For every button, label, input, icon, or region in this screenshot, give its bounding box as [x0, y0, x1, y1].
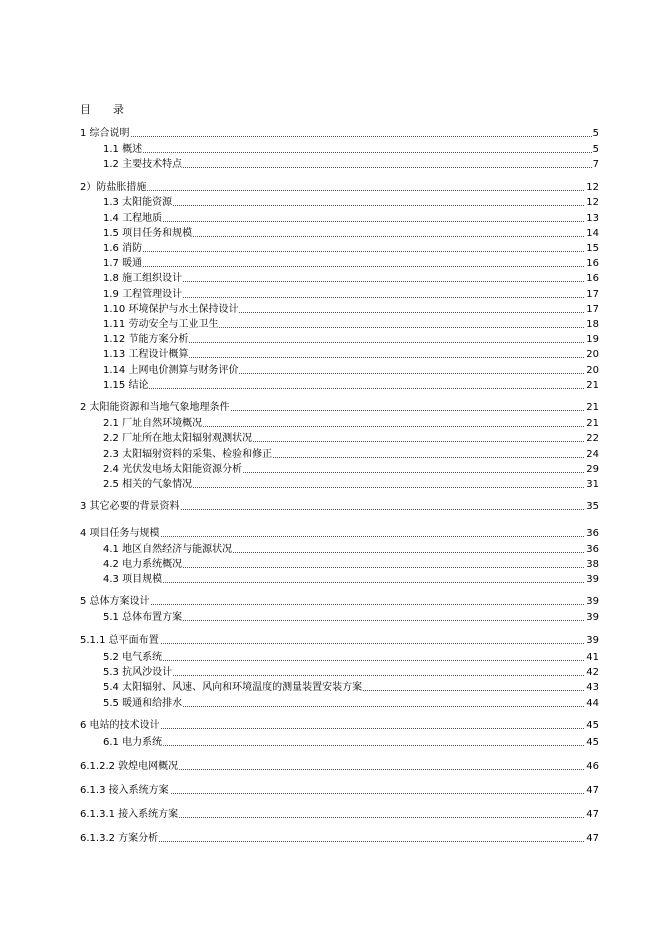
toc-entry[interactable] [0, 272, 662, 285]
toc-entry-page: 21 [586, 402, 599, 413]
toc-entry[interactable] [0, 478, 662, 491]
toc-entry-title: 2 太阳能资源和当地气象地理条件 [80, 402, 230, 413]
toc-entry[interactable] [0, 634, 662, 647]
toc-entry-title: 4.2 电力系统概况 [103, 559, 183, 570]
toc-entry[interactable] [0, 333, 662, 346]
dot-leader [103, 388, 592, 389]
dot-leader [103, 152, 592, 153]
toc-entry-page: 5 [592, 144, 599, 155]
toc-entry-page: 39 [586, 596, 599, 607]
toc-entry-title: 5.4 太阳辐射、风速、风向和环境温度的测量装置安装方案 [103, 682, 363, 693]
toc-entry-page: 16 [586, 258, 599, 269]
toc-entry-title: 1.14 上网电价测算与财务评价 [103, 365, 239, 376]
toc-entry-page: 14 [586, 228, 599, 239]
dot-leader [103, 251, 592, 252]
toc-entry-title: 5.3 抗风沙设计 [103, 667, 173, 678]
toc-entry-page: 15 [586, 243, 599, 254]
dot-leader [103, 660, 592, 661]
toc-entry-title: 2.3 太阳辐射资料的采集、检验和修正 [103, 449, 273, 460]
toc-entry-page: 43 [586, 682, 599, 693]
toc-entry-page: 13 [586, 213, 599, 224]
toc-entry-page: 12 [586, 197, 599, 208]
toc-entry-title: 1.1 概述 [103, 144, 143, 155]
toc-entry-page: 29 [586, 464, 599, 475]
dot-leader [103, 266, 592, 267]
toc-entry-title: 1.2 主要技术特点 [103, 159, 183, 170]
toc-entry[interactable] [0, 401, 662, 414]
dot-leader [103, 745, 592, 746]
toc-entry-page: 46 [586, 761, 599, 772]
dot-leader [103, 582, 592, 583]
toc-entry-title: 3 其它必要的背景资料 [80, 501, 180, 512]
toc-entry-title: 2.5 相关的气象情况 [103, 479, 193, 490]
toc-entry-page: 12 [586, 182, 599, 193]
toc-entry-title: 5.5 暖通和给排水 [103, 698, 183, 709]
toc-entry-page: 18 [586, 319, 599, 330]
toc-entry-page: 42 [586, 667, 599, 678]
toc-entry[interactable] [0, 417, 662, 430]
toc-entry[interactable] [0, 736, 662, 749]
toc-entry-title: 5.1.1 总平面布置 [80, 635, 159, 646]
toc-entry-page: 45 [586, 720, 599, 731]
toc-entry[interactable] [0, 242, 662, 255]
toc-entry-page: 31 [586, 479, 599, 490]
dot-leader [103, 675, 592, 676]
toc-entry[interactable] [0, 500, 662, 513]
toc-entry-title: 4 项目任务与规模 [80, 528, 160, 539]
toc-entry[interactable] [0, 719, 662, 732]
toc-entry[interactable] [0, 196, 662, 209]
toc-entry[interactable] [0, 573, 662, 586]
dot-leader [103, 205, 592, 206]
toc-entry-page: 39 [586, 612, 599, 623]
toc-entry[interactable] [0, 697, 662, 710]
toc-entry-title: 1.8 施工组织设计 [103, 273, 183, 284]
toc-entry-title: 6 电站的技术设计 [80, 720, 160, 731]
toc-entry-page: 35 [586, 501, 599, 512]
toc-entry[interactable] [0, 448, 662, 461]
toc-entry-page: 7 [592, 159, 599, 170]
toc-entry[interactable] [0, 127, 662, 140]
toc-entry-title: 2.1 厂址自然环境概况 [103, 418, 203, 429]
toc-title-right: 录 [113, 103, 124, 116]
toc-entry-page: 45 [586, 737, 599, 748]
toc-entry[interactable] [0, 681, 662, 694]
toc-entry-page: 47 [586, 785, 599, 796]
toc-entry-page: 41 [586, 652, 599, 663]
toc-entry[interactable] [0, 832, 662, 845]
toc-title-left: 目 [80, 103, 91, 116]
toc-entry-page: 17 [586, 289, 599, 300]
toc-entry-title: 6.1 电力系统 [103, 737, 163, 748]
toc-entry[interactable] [0, 463, 662, 476]
toc-entry-page: 36 [586, 528, 599, 539]
dot-leader [103, 221, 592, 222]
toc-entry-title: 1.4 工程地质 [103, 213, 163, 224]
toc-entry-page: 22 [586, 433, 599, 444]
toc-entry[interactable] [0, 666, 662, 679]
toc-title [80, 101, 124, 117]
toc-entry-page: 44 [586, 698, 599, 709]
toc-entry[interactable] [0, 158, 662, 171]
toc-entry-title: 5.2 电气系统 [103, 652, 163, 663]
toc-entry-page: 20 [586, 365, 599, 376]
toc-entry[interactable] [0, 227, 662, 240]
toc-entry-page: 16 [586, 273, 599, 284]
toc-entry[interactable] [0, 543, 662, 556]
toc-entry-page: 47 [586, 833, 599, 844]
toc-entry-title: 1.7 暖通 [103, 258, 143, 269]
toc-entry[interactable] [0, 784, 662, 797]
toc-entry[interactable] [0, 432, 662, 445]
toc-entry-page: 39 [586, 574, 599, 585]
toc-entry-title: 5 总体方案设计 [80, 596, 150, 607]
toc-entry-page: 38 [586, 559, 599, 570]
toc-entry-title: 1.12 节能方案分析 [103, 334, 189, 345]
toc-entry-title: 1.6 消防 [103, 243, 143, 254]
toc-entry-title: 6.1.3.1 接入系统方案 [80, 809, 179, 820]
toc-entry[interactable] [0, 318, 662, 331]
toc-entry-page: 17 [586, 304, 599, 315]
toc-entry-title: 1.10 环境保护与水土保持设计 [103, 304, 239, 315]
toc-entry-title: 1.5 项目任务和规模 [103, 228, 193, 239]
toc-entry-page: 47 [586, 809, 599, 820]
toc-entry-title: 1 综合说明 [80, 128, 130, 139]
toc-entry[interactable] [0, 760, 662, 773]
toc-entry-title: 4.1 地区自然经济与能源状况 [103, 544, 233, 555]
toc-entry[interactable] [0, 257, 662, 270]
toc-entry[interactable] [0, 364, 662, 377]
toc-entry-title: 1.3 太阳能资源 [103, 197, 173, 208]
toc-entry-page: 39 [586, 635, 599, 646]
toc-entry[interactable] [0, 143, 662, 156]
toc-entry-title: 1.9 工程管理设计 [103, 289, 183, 300]
toc-entry-title: 4.3 项目规模 [103, 574, 163, 585]
toc-entry[interactable] [0, 651, 662, 664]
toc-entry-page: 21 [586, 380, 599, 391]
toc-entry-title: 5.1 总体布置方案 [103, 612, 183, 623]
dot-leader [80, 136, 592, 137]
toc-entry-page: 24 [586, 449, 599, 460]
toc-entry-page: 20 [586, 349, 599, 360]
toc-entry[interactable] [0, 808, 662, 821]
toc-entry-title: 1.13 工程设计概算 [103, 349, 189, 360]
toc-entry-title: 6.1.3 接入系统方案 [80, 785, 169, 796]
toc-entry[interactable] [0, 379, 662, 392]
dot-leader [80, 604, 592, 605]
toc-entry-title: 6.1.3.2 方案分析 [80, 833, 159, 844]
dot-leader [80, 190, 592, 191]
toc-entry-page: 36 [586, 544, 599, 555]
toc-entry[interactable] [0, 181, 662, 194]
toc-entry-title: 1.11 劳动安全与工业卫生 [103, 319, 219, 330]
toc-entry-title: 2.2 厂址所在地太阳辐射观测状况 [103, 433, 253, 444]
toc-entry-page: 19 [586, 334, 599, 345]
toc-entry[interactable] [0, 288, 662, 301]
toc-entry[interactable] [0, 348, 662, 361]
toc-entry-page: 5 [592, 128, 599, 139]
toc-entry[interactable] [0, 595, 662, 608]
toc-entry-title: 6.1.2.2 敦煌电网概况 [80, 761, 179, 772]
toc-entry[interactable] [0, 611, 662, 624]
toc-entry-title: 1.15 结论 [103, 380, 149, 391]
toc-entry-title: 2）防盐胀措施 [80, 182, 147, 193]
toc-entry-page: 21 [586, 418, 599, 429]
toc-entry-title: 2.4 光伏发电场太阳能资源分析 [103, 464, 243, 475]
toc-entry[interactable] [0, 527, 662, 540]
toc-entry[interactable] [0, 558, 662, 571]
toc-entry[interactable] [0, 303, 662, 316]
toc-entry[interactable] [0, 212, 662, 225]
